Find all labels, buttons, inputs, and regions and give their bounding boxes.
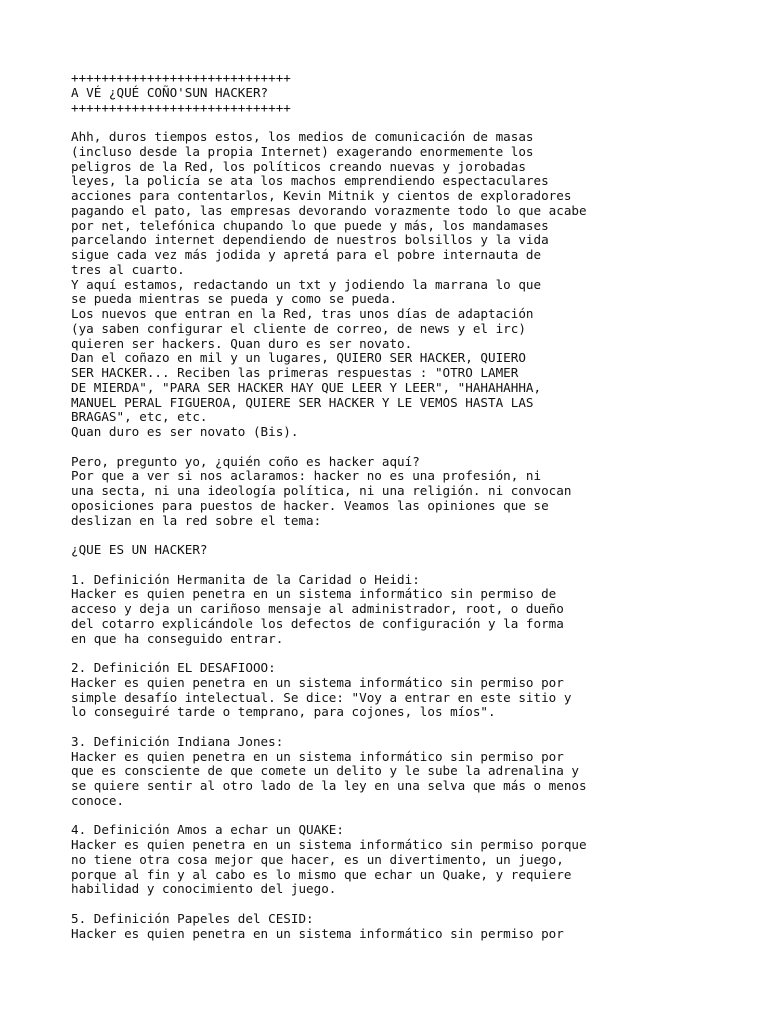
text-line: pagando el pato, las empresas devorando vorazmente todo lo que acabe: [71, 202, 587, 218]
text-line: acciones para contentarlos, Kevin Mitnik y cientos de exploradores: [71, 188, 572, 203]
text-line: Hacker es quien penetra en un sistema informático sin permiso por: [71, 748, 564, 764]
text-line: peligros de la Red, los políticos creando nuevas y jorobadas: [71, 158, 526, 174]
text-line: +++++++++++++++++++++++++++++: [71, 70, 291, 85]
text-line: simple desafío intelectual. Se dice: "Voy a entrar en este sitio y: [71, 689, 572, 705]
text-line: conoce.: [71, 792, 125, 808]
text-line: sigue cada vez más jodida y apretá para el pobre internauta de: [71, 247, 542, 262]
text-line: (incluso desde la propia Internet) exagerando enormemente los: [71, 143, 534, 159]
text-line: Hacker es quien penetra en un sistema informático sin permiso de: [71, 586, 557, 602]
text-line: habilidad y conocimiento del juego.: [71, 881, 337, 897]
text-line: Hacker es quien penetra en un sistema informático sin permiso porque: [71, 837, 587, 852]
text-line: [71, 897, 731, 912]
text-line: A VÉ ¿QUÉ COÑO'SUN HACKER?: [71, 84, 269, 100]
text-line: SER HACKER... Reciben las primeras respuestas : "OTRO LAMER: [71, 365, 519, 380]
text-line: Quan duro es ser novato (Bis).: [71, 424, 299, 439]
text-line: que es consciente de que comete un delito y le sube la adrenalina y: [71, 763, 579, 779]
text-line: parcelando internet dependiendo de nuestros bolsillos y la vida: [71, 232, 549, 248]
text-line: 3. Definición Indiana Jones:: [71, 733, 284, 749]
text-line: BRAGAS", etc, etc.: [71, 409, 208, 425]
text-line: leyes, la policía se ata los machos emprendiendo espectaculares: [71, 173, 549, 189]
text-line: quieren ser hackers. Quan duro es ser novato.: [71, 335, 413, 351]
text-line: Los nuevos que entran en la Red, tras unos días de adaptación: [71, 306, 534, 321]
text-line: Pero, pregunto yo, ¿quién coño es hacker aquí?: [71, 453, 420, 469]
text-line: +++++++++++++++++++++++++++++: [71, 99, 291, 115]
text-line: (ya saben configurar el cliente de correo, de news y el irc): [71, 320, 526, 336]
text-line: Dan el coñazo en mil y un lugares, QUIERO SER HACKER, QUIERO: [71, 350, 526, 366]
text-line: se quiere sentir al otro lado de la ley en una selva que más o menos: [71, 778, 587, 793]
text-line: 4. Definición Amos a echar un QUAKE:: [71, 822, 344, 838]
text-line: Hacker es quien penetra en un sistema informático sin permiso por: [71, 925, 564, 941]
text-line: [71, 558, 731, 573]
text-line: Ahh, duros tiempos estos, los medios de comunicación de masas: [71, 129, 534, 144]
text-line: [71, 720, 731, 735]
text-line: lo conseguiré tarde o temprano, para cojones, los míos".: [71, 704, 496, 720]
document-page: [71, 71, 731, 941]
text-line: oposiciones para puestos de hacker. Veamos las opiniones que se: [71, 497, 549, 513]
text-line: MANUEL PERAL FIGUEROA, QUIERE SER HACKER Y LE VEMOS HASTA LAS: [71, 394, 534, 410]
text-line: acceso y deja un cariñoso mensaje al administrador, root, o dueño: [71, 601, 564, 616]
text-line: tres al cuarto.: [71, 261, 185, 277]
text-line: [71, 809, 731, 824]
text-line: por net, telefónica chupando lo que puede y más, los mandamases: [71, 217, 549, 233]
text-line: [71, 528, 731, 543]
text-line: porque al fin y al cabo es lo mismo que echar un Quake, y requiere: [71, 866, 572, 882]
text-line: una secta, ni una ideología política, ni una religión. ni convocan: [71, 483, 572, 498]
text-line: [71, 115, 731, 130]
text-line: 5. Definición Papeles del CESID:: [71, 910, 314, 926]
text-line: no tiene otra cosa mejor que hacer, es un divertimento, un juego,: [71, 851, 564, 867]
text-line: 1. Definición Hermanita de la Caridad o Heidi:: [71, 571, 420, 587]
text-line: [71, 646, 731, 661]
text-line: ¿QUE ES UN HACKER?: [71, 542, 208, 557]
text-line: deslizan en la red sobre el tema:: [71, 512, 322, 528]
text-line: Hacker es quien penetra en un sistema informático sin permiso por: [71, 674, 564, 690]
text-line: se pueda mientras se pueda y como se pueda.: [71, 291, 398, 307]
text-line: [71, 440, 731, 455]
text-line: en que ha conseguido entrar.: [71, 630, 284, 646]
text-line: DE MIERDA", "PARA SER HACKER HAY QUE LEER Y LEER", "HAHAHAHHA,: [71, 379, 542, 395]
text-line: del cotarro explicándole los defectos de configuración y la forma: [71, 615, 564, 631]
text-line: Por que a ver si nos aclaramos: hacker no es una profesión, ni: [71, 468, 542, 484]
text-line: Y aquí estamos, redactando un txt y jodiendo la marrana lo que: [71, 276, 542, 292]
text-line: 2. Definición EL DESAFIOOO:: [71, 660, 276, 675]
